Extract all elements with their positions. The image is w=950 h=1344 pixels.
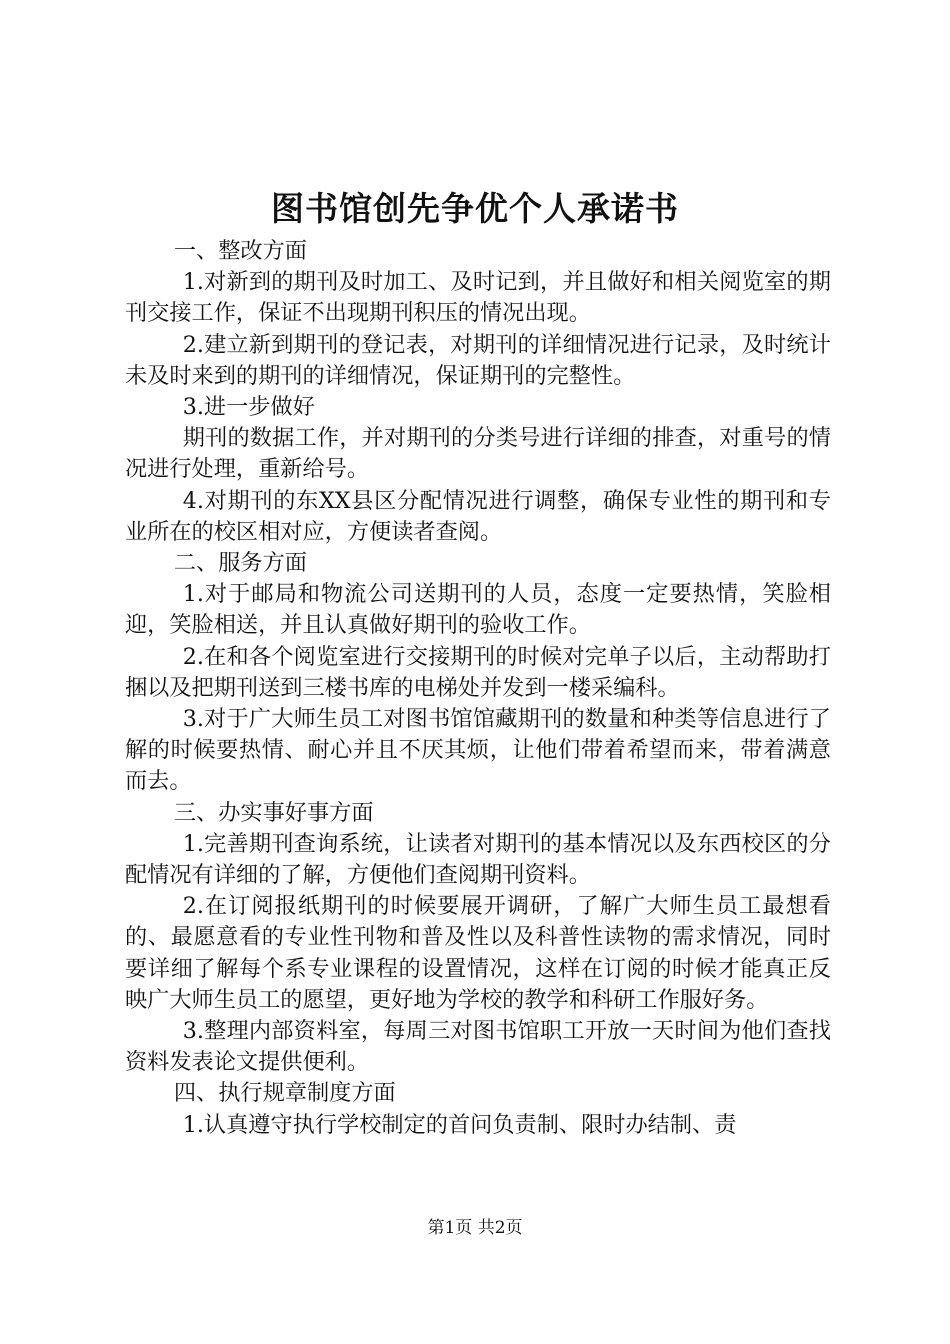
section-heading: 二、服务方面 <box>173 550 307 577</box>
paragraph: 期刊的数据工作，并对期刊的分类号进行详细的排查，对重号的情况进行处理，重新给号。 <box>125 425 831 483</box>
paragraph: 3.对于广大师生员工对图书馆馆藏期刊的数量和种类等信息进行了解的时候要热情、耐心并且不厌其烦，让他们带着希望而来，带着满意而去。 <box>125 706 831 795</box>
document-title: 图书馆创先争优个人承诺书 <box>271 189 679 228</box>
paragraph: 3.进一步做好 <box>182 394 315 421</box>
page-footer: 第1页 共2页 <box>427 1218 523 1238</box>
section-heading: 一、整改方面 <box>173 238 307 264</box>
document-body <box>125 236 831 1141</box>
paragraph: 1.对新到的期刊及时加工、及时记到，并且做好和相关阅览室的期刊交接工作，保证不出现期刊积压的情况出现。 <box>125 269 831 327</box>
paragraph: 2.建立新到期刊的登记表，对期刊的详细情况进行记录，及时统计未及时来到的期刊的详细情况，保证期刊的完整性。 <box>125 331 831 389</box>
paragraph: 2.在订阅报纸期刊的时候要展开调研，了解广大师生员工最想看的、最愿意看的专业性刊物和普及性以及科普性读物的需求情况，同时要详细了解每个系专业课程的设置情况，这样在订阅的时候才能真正反映广大师生员工的愿望，更好地为学校的教学和科研工作服好务。 <box>125 893 831 1013</box>
section-heading: 四、执行规章制度方面 <box>173 1080 396 1107</box>
paragraph: 1.完善期刊查询系统，让读者对期刊的基本情况以及东西校区的分配情况有详细的了解，方便他们查阅期刊资料。 <box>125 830 831 889</box>
paragraph: 3.整理内部资料室，每周三对图书馆职工开放一天时间为他们查找资料发表论文提供便利。 <box>125 1018 831 1076</box>
paragraph: 1.认真遵守执行学校制定的首问负责制、限时办结制、责 <box>182 1111 737 1138</box>
paragraph: 4.对期刊的东XX县区分配情况进行调整，确保专业性的期刊和专业所在的校区相对应，方便读者查阅。 <box>125 487 831 545</box>
section-heading: 三、办实事好事方面 <box>173 799 374 826</box>
paragraph: 2.在和各个阅览室进行交接期刊的时候对完单子以后，主动帮助打捆以及把期刊送到三楼书库的电梯处并发到一楼采编科。 <box>125 643 831 701</box>
paragraph: 1.对于邮局和物流公司送期刊的人员，态度一定要热情，笑脸相迎，笑脸相送，并且认真做好期刊的验收工作。 <box>125 581 831 639</box>
